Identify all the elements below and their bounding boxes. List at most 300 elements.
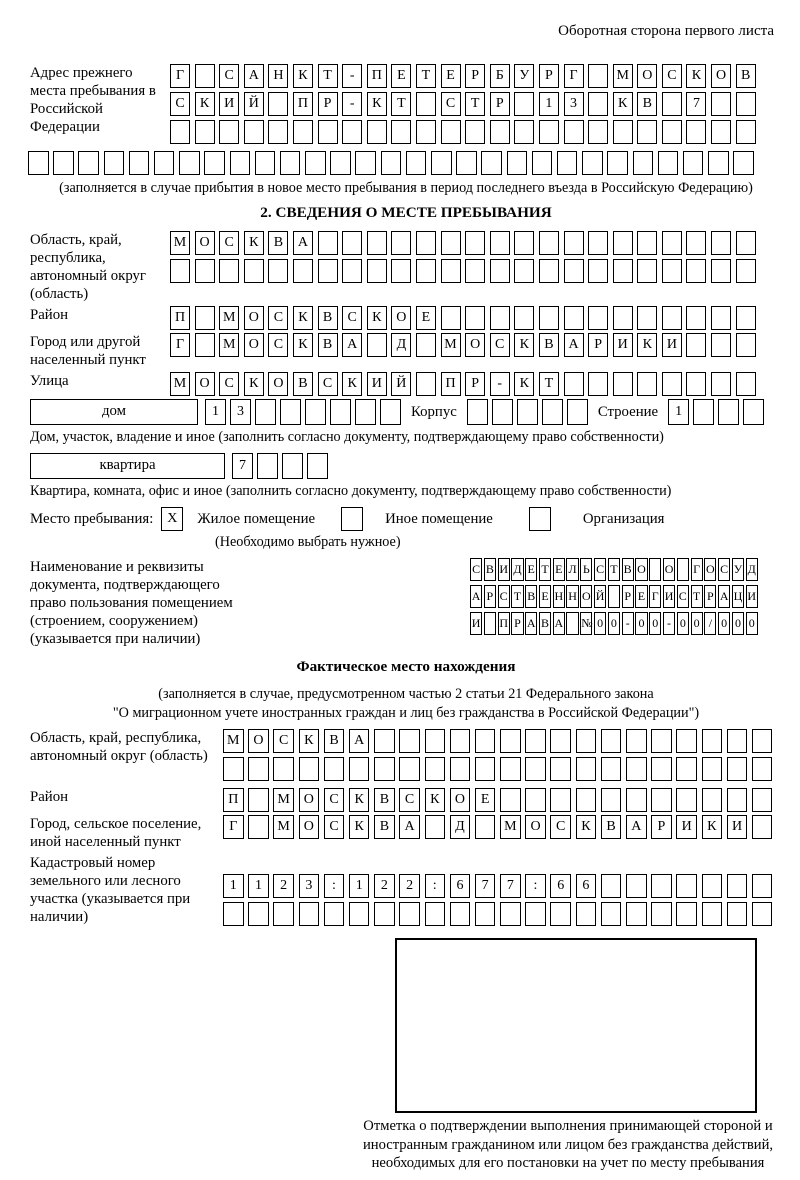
- char-cell: [514, 92, 534, 116]
- char-cell: [727, 874, 748, 898]
- char-cell: [514, 120, 534, 144]
- char-cell: [293, 120, 313, 144]
- char-cell: Й: [594, 585, 606, 608]
- char-cell: [736, 333, 756, 357]
- char-cell: Е: [539, 585, 551, 608]
- char-cell: Д: [450, 815, 471, 839]
- char-cell: Д: [391, 333, 411, 357]
- char-cell: [727, 788, 748, 812]
- char-cell: К: [637, 333, 657, 357]
- fact-gorod-block: [30, 815, 782, 851]
- char-cell: Т: [511, 585, 523, 608]
- char-cell: [441, 306, 461, 330]
- char-cell: [651, 874, 672, 898]
- char-cell: Й: [391, 372, 411, 396]
- char-cell: [564, 372, 584, 396]
- dom-label-box: дом: [30, 399, 198, 425]
- char-cell: [406, 151, 427, 175]
- char-cell: Т: [691, 585, 703, 608]
- document-rows: [470, 558, 758, 639]
- char-cell: [736, 231, 756, 255]
- char-cell: [248, 815, 269, 839]
- char-cell: [539, 306, 559, 330]
- gorod-label: Город или другой населенный пункт: [30, 334, 146, 368]
- char-cell: [662, 259, 682, 283]
- char-cell: [588, 92, 608, 116]
- char-cell: [517, 399, 538, 425]
- char-cell: С: [498, 585, 510, 608]
- char-cell: [374, 902, 395, 926]
- char-cell: Й: [244, 92, 264, 116]
- char-cell: [711, 372, 731, 396]
- char-cell: /: [704, 612, 716, 635]
- char-cell: [248, 788, 269, 812]
- char-cell: [601, 902, 622, 926]
- char-cell: [676, 757, 697, 781]
- char-cell: [318, 259, 338, 283]
- char-cell: [293, 259, 313, 283]
- char-cell: К: [293, 306, 313, 330]
- char-cell: С: [594, 558, 606, 581]
- char-cell: [355, 399, 376, 425]
- char-cell: О: [663, 558, 675, 581]
- char-cell: Е: [391, 64, 411, 88]
- char-cell: [708, 151, 729, 175]
- char-cell: [588, 259, 608, 283]
- char-cell: [367, 333, 387, 357]
- char-cell: У: [514, 64, 534, 88]
- char-cell: [500, 757, 521, 781]
- oblast-label: Область, край, республика, автономный округ (область): [30, 232, 146, 302]
- char-cell: [557, 151, 578, 175]
- char-cell: В: [318, 306, 338, 330]
- dom-note: Дом, участок, владение и иное (заполнить согласно документу, подтверждающему право собственности): [30, 429, 664, 445]
- char-cell: [702, 788, 723, 812]
- document-row-3: [470, 612, 758, 635]
- char-cell: [637, 231, 657, 255]
- dom-row: [30, 399, 782, 425]
- char-cell: Р: [651, 815, 672, 839]
- char-cell: М: [613, 64, 633, 88]
- checkbox-inoe[interactable]: [341, 507, 363, 531]
- kadastr-row-2: [223, 902, 772, 926]
- char-cell: 3: [299, 874, 320, 898]
- char-cell: [711, 120, 731, 144]
- char-cell: [282, 453, 303, 479]
- char-cell: А: [244, 64, 264, 88]
- char-cell: Р: [484, 585, 496, 608]
- char-cell: :: [425, 874, 446, 898]
- char-cell: И: [662, 333, 682, 357]
- mesto-label: Место пребывания:: [30, 511, 154, 527]
- char-cell: [651, 902, 672, 926]
- char-cell: [637, 306, 657, 330]
- char-cell: [686, 231, 706, 255]
- char-cell: С: [490, 333, 510, 357]
- char-cell: Т: [608, 558, 620, 581]
- char-cell: [441, 259, 461, 283]
- char-cell: [564, 259, 584, 283]
- char-cell: [576, 902, 597, 926]
- char-cell: [195, 259, 215, 283]
- char-cell: М: [170, 231, 190, 255]
- char-cell: [613, 259, 633, 283]
- char-cell: [219, 120, 239, 144]
- char-cell: [170, 259, 190, 283]
- char-cell: И: [498, 558, 510, 581]
- char-cell: [492, 399, 513, 425]
- ulitsa-label: Улица: [30, 373, 69, 389]
- char-cell: С: [318, 372, 338, 396]
- char-cell: [399, 729, 420, 753]
- char-cell: [613, 306, 633, 330]
- fact-title: Фактическое место нахождения: [296, 658, 516, 675]
- char-cell: [170, 120, 190, 144]
- char-cell: 0: [649, 612, 661, 635]
- char-cell: [649, 558, 661, 581]
- char-cell: А: [399, 815, 420, 839]
- char-cell: К: [293, 64, 313, 88]
- char-cell: [662, 120, 682, 144]
- char-cell: И: [367, 372, 387, 396]
- char-cell: [711, 333, 731, 357]
- char-cell: Р: [539, 64, 559, 88]
- char-cell: 6: [576, 874, 597, 898]
- char-cell: В: [539, 612, 551, 635]
- char-cell: К: [514, 333, 534, 357]
- document-row-2: [470, 585, 758, 608]
- char-cell: И: [746, 585, 758, 608]
- option-zhiloe-label: Жилое помещение: [197, 511, 316, 527]
- char-cell: [475, 815, 496, 839]
- char-cell: Е: [475, 788, 496, 812]
- char-cell: [318, 231, 338, 255]
- char-cell: [702, 874, 723, 898]
- char-cell: О: [704, 558, 716, 581]
- char-cell: [677, 558, 689, 581]
- char-cell: [752, 815, 773, 839]
- char-cell: [416, 92, 436, 116]
- char-cell: 1: [223, 874, 244, 898]
- fact-oblast-label: Область, край, республика, автономный округ (область): [30, 730, 208, 764]
- char-cell: [381, 151, 402, 175]
- prev-address-block: [30, 64, 782, 148]
- char-cell: [686, 372, 706, 396]
- char-cell: О: [391, 306, 411, 330]
- oblast-rows: [170, 231, 756, 287]
- char-cell: М: [170, 372, 190, 396]
- char-cell: М: [500, 815, 521, 839]
- char-cell: Р: [490, 92, 510, 116]
- char-cell: [475, 757, 496, 781]
- char-cell: Г: [691, 558, 703, 581]
- char-cell: [752, 729, 773, 753]
- kadastr-block: [30, 854, 782, 930]
- char-cell: В: [637, 92, 657, 116]
- char-cell: Н: [268, 64, 288, 88]
- char-cell: [601, 874, 622, 898]
- raion-row: [170, 306, 756, 330]
- char-cell: В: [539, 333, 559, 357]
- char-cell: [686, 259, 706, 283]
- char-cell: -: [622, 612, 634, 635]
- char-cell: К: [367, 92, 387, 116]
- char-cell: [564, 306, 584, 330]
- kadastr-label: Кадастровый номер земельного или лесного участка (указывается при наличии): [30, 855, 191, 925]
- char-cell: [324, 902, 345, 926]
- char-cell: 0: [635, 612, 647, 635]
- kadastr-rows: [223, 874, 772, 930]
- char-cell: [195, 306, 215, 330]
- char-cell: [78, 151, 99, 175]
- char-cell: [686, 306, 706, 330]
- char-cell: 6: [550, 874, 571, 898]
- char-cell: И: [219, 92, 239, 116]
- prev-address-row-4: [28, 151, 782, 175]
- kadastr-row-1: [223, 874, 772, 898]
- oblast-row-2: [170, 259, 756, 283]
- fact-raion-label: Район: [30, 789, 69, 805]
- char-cell: М: [273, 788, 294, 812]
- char-cell: [465, 306, 485, 330]
- char-cell: [662, 306, 682, 330]
- korpus-cells: [467, 399, 588, 425]
- char-cell: Р: [704, 585, 716, 608]
- char-cell: [752, 902, 773, 926]
- char-cell: [752, 788, 773, 812]
- checkbox-organizatsiya[interactable]: [529, 507, 551, 531]
- char-cell: [567, 399, 588, 425]
- char-cell: 1: [248, 874, 269, 898]
- char-cell: Л: [566, 558, 578, 581]
- oblast-row-1: [170, 231, 756, 255]
- char-cell: 0: [691, 612, 703, 635]
- char-cell: П: [441, 372, 461, 396]
- char-cell: С: [662, 64, 682, 88]
- char-cell: А: [293, 231, 313, 255]
- char-cell: К: [293, 333, 313, 357]
- char-cell: Г: [223, 815, 244, 839]
- char-cell: Р: [318, 92, 338, 116]
- char-cell: -: [342, 92, 362, 116]
- char-cell: [633, 151, 654, 175]
- section2-title: 2. СВЕДЕНИЯ О МЕСТЕ ПРЕБЫВАНИЯ: [260, 204, 552, 221]
- char-cell: [564, 231, 584, 255]
- char-cell: [607, 151, 628, 175]
- char-cell: О: [268, 372, 288, 396]
- char-cell: [539, 120, 559, 144]
- char-cell: [601, 788, 622, 812]
- char-cell: [330, 151, 351, 175]
- char-cell: [465, 231, 485, 255]
- char-cell: [500, 729, 521, 753]
- char-cell: М: [273, 815, 294, 839]
- fact-gorod-label: Город, сельское поселение, иной населенный пункт: [30, 816, 202, 850]
- fact-oblast-row-2: [223, 757, 772, 781]
- char-cell: [450, 757, 471, 781]
- char-cell: [195, 120, 215, 144]
- char-cell: [662, 372, 682, 396]
- char-cell: К: [613, 92, 633, 116]
- char-cell: О: [299, 815, 320, 839]
- prev-address-row-1: [170, 64, 756, 88]
- char-cell: [676, 874, 697, 898]
- char-cell: С: [324, 815, 345, 839]
- char-cell: [342, 231, 362, 255]
- char-cell: [601, 729, 622, 753]
- char-cell: [391, 231, 411, 255]
- char-cell: А: [525, 612, 537, 635]
- char-cell: [727, 902, 748, 926]
- char-cell: [450, 902, 471, 926]
- char-cell: 2: [273, 874, 294, 898]
- char-cell: Р: [622, 585, 634, 608]
- char-cell: [736, 92, 756, 116]
- char-cell: [450, 729, 471, 753]
- char-cell: [484, 612, 496, 635]
- char-cell: [736, 259, 756, 283]
- char-cell: И: [727, 815, 748, 839]
- dom-cells: [205, 399, 401, 425]
- raion-block: [30, 306, 782, 330]
- char-cell: [702, 729, 723, 753]
- char-cell: [613, 372, 633, 396]
- char-cell: Ц: [732, 585, 744, 608]
- char-cell: [727, 729, 748, 753]
- char-cell: Е: [416, 306, 436, 330]
- char-cell: [651, 757, 672, 781]
- ulitsa-block: [30, 372, 782, 396]
- char-cell: 0: [677, 612, 689, 635]
- fact-note-2: "О миграционном учете иностранных граждан и лиц без гражданства в Российской Федерации"): [112, 705, 700, 721]
- char-cell: [195, 333, 215, 357]
- char-cell: [490, 306, 510, 330]
- char-cell: [711, 92, 731, 116]
- char-cell: У: [732, 558, 744, 581]
- fact-raion-row: [223, 788, 772, 812]
- stroenie-cells: [668, 399, 764, 425]
- char-cell: О: [450, 788, 471, 812]
- char-cell: [676, 729, 697, 753]
- char-cell: С: [342, 306, 362, 330]
- char-cell: [718, 399, 739, 425]
- char-cell: С: [718, 558, 730, 581]
- char-cell: С: [550, 815, 571, 839]
- char-cell: С: [470, 558, 482, 581]
- char-cell: И: [613, 333, 633, 357]
- char-cell: [219, 259, 239, 283]
- char-cell: [380, 399, 401, 425]
- char-cell: [676, 902, 697, 926]
- char-cell: Д: [511, 558, 523, 581]
- stamp-caption: Отметка о подтверждении выполнения принимающей стороной и иностранным гражданином или лицом без гражданства действий, необходимых для его постановки на учет по месту пребывания: [362, 1118, 774, 1171]
- char-cell: [299, 757, 320, 781]
- char-cell: С: [677, 585, 689, 608]
- char-cell: :: [525, 874, 546, 898]
- char-cell: [195, 64, 215, 88]
- char-cell: С: [219, 231, 239, 255]
- char-cell: [576, 729, 597, 753]
- char-cell: [550, 788, 571, 812]
- char-cell: Е: [635, 585, 647, 608]
- char-cell: В: [484, 558, 496, 581]
- char-cell: №: [580, 612, 592, 635]
- char-cell: С: [219, 64, 239, 88]
- char-cell: К: [342, 372, 362, 396]
- char-cell: [752, 874, 773, 898]
- char-cell: 7: [500, 874, 521, 898]
- char-cell: [525, 788, 546, 812]
- char-cell: [514, 306, 534, 330]
- kvartira-label-box: квартира: [30, 453, 225, 479]
- char-cell: [104, 151, 125, 175]
- char-cell: [299, 902, 320, 926]
- char-cell: [416, 120, 436, 144]
- checkbox-zhiloe[interactable]: X: [161, 507, 183, 531]
- char-cell: [255, 399, 276, 425]
- char-cell: В: [525, 585, 537, 608]
- char-cell: [28, 151, 49, 175]
- char-cell: [475, 729, 496, 753]
- char-cell: К: [425, 788, 446, 812]
- char-cell: [637, 259, 657, 283]
- char-cell: [399, 757, 420, 781]
- char-cell: [431, 151, 452, 175]
- prev-address-row-2: [170, 92, 756, 116]
- char-cell: О: [195, 372, 215, 396]
- document-row-1: [470, 558, 758, 581]
- kvartira-row: [30, 453, 782, 479]
- char-cell: [564, 120, 584, 144]
- char-cell: К: [195, 92, 215, 116]
- char-cell: П: [293, 92, 313, 116]
- char-cell: [601, 757, 622, 781]
- char-cell: [257, 453, 278, 479]
- char-cell: Т: [539, 558, 551, 581]
- gorod-row: [170, 333, 756, 357]
- char-cell: К: [299, 729, 320, 753]
- char-cell: [305, 399, 326, 425]
- char-cell: К: [244, 231, 264, 255]
- gorod-block: [30, 333, 782, 369]
- char-cell: М: [219, 333, 239, 357]
- char-cell: Т: [416, 64, 436, 88]
- prev-address-rows: [170, 64, 756, 148]
- char-cell: В: [324, 729, 345, 753]
- char-cell: 7: [232, 453, 253, 479]
- char-cell: [736, 372, 756, 396]
- char-cell: [324, 757, 345, 781]
- char-cell: [525, 902, 546, 926]
- char-cell: Р: [511, 612, 523, 635]
- char-cell: П: [170, 306, 190, 330]
- char-cell: [280, 151, 301, 175]
- char-cell: О: [637, 64, 657, 88]
- char-cell: Т: [318, 64, 338, 88]
- char-cell: [539, 231, 559, 255]
- korpus-label: Корпус: [411, 404, 457, 420]
- char-cell: [268, 92, 288, 116]
- char-cell: [481, 151, 502, 175]
- char-cell: Г: [649, 585, 661, 608]
- char-cell: [658, 151, 679, 175]
- char-cell: [391, 259, 411, 283]
- char-cell: [743, 399, 764, 425]
- char-cell: [425, 729, 446, 753]
- char-cell: [223, 902, 244, 926]
- char-cell: С: [399, 788, 420, 812]
- char-cell: [588, 306, 608, 330]
